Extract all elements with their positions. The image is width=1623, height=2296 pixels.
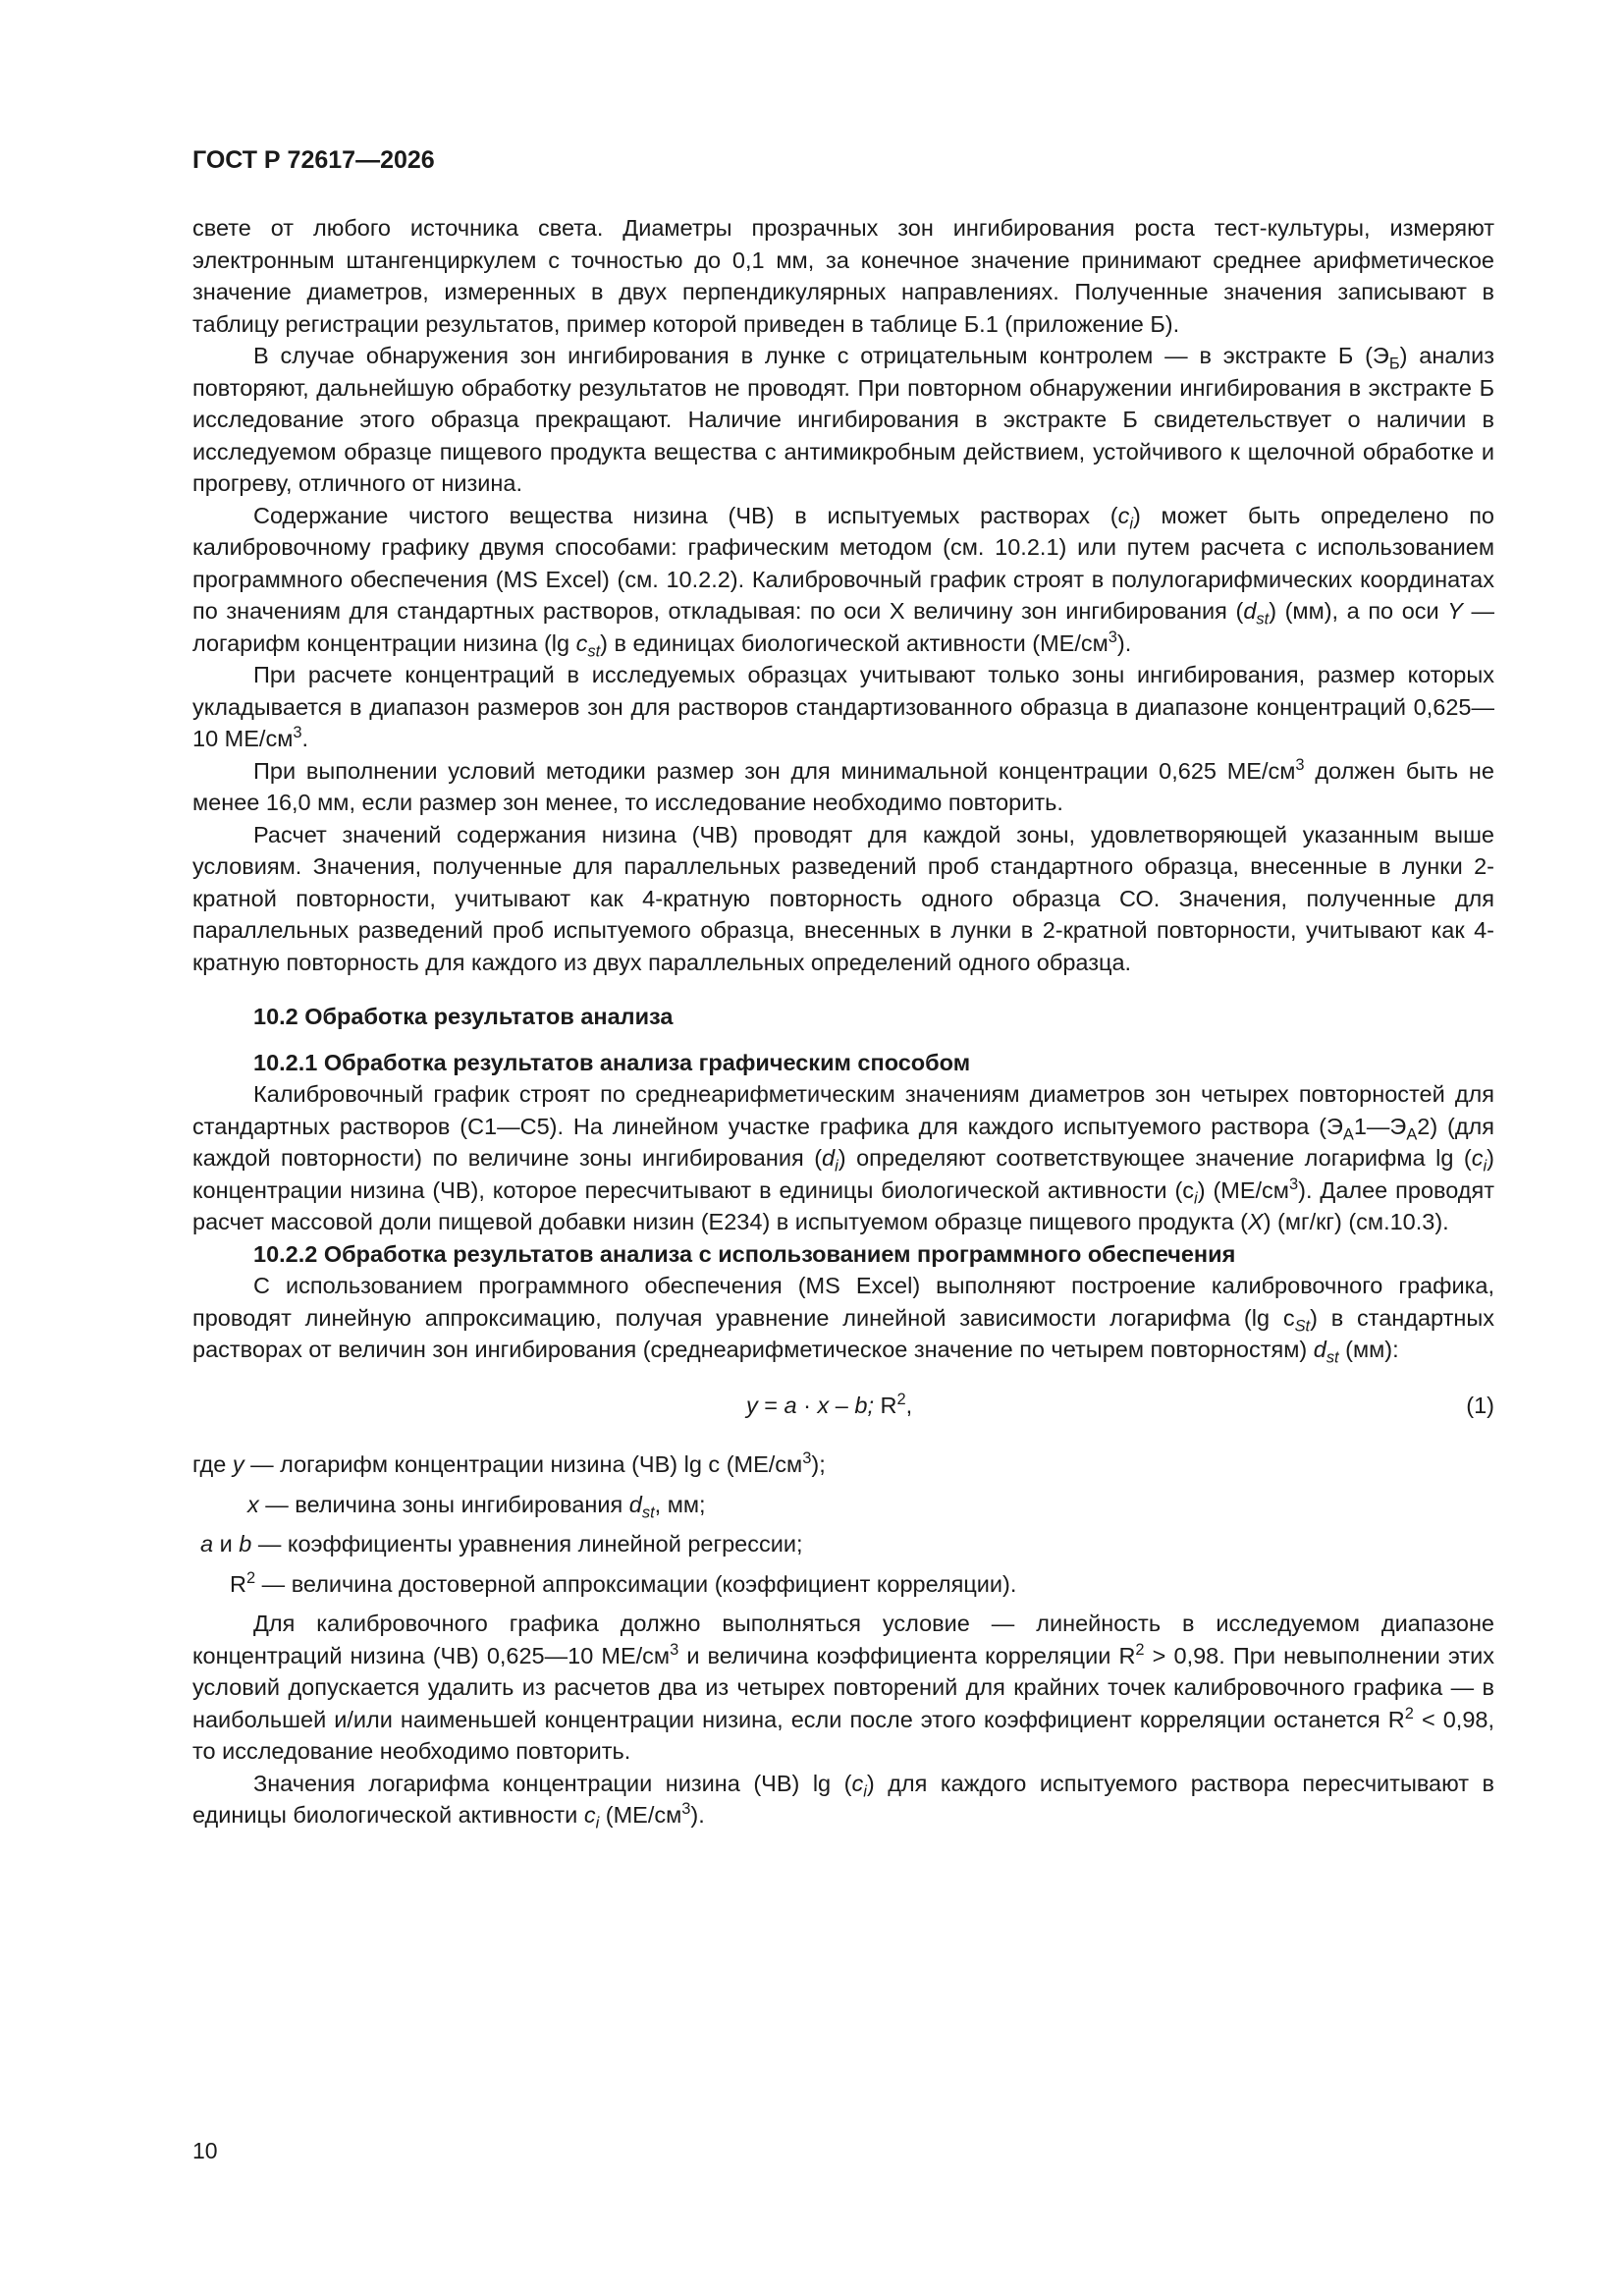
formula-1 [192,1390,1494,1422]
formula-legend [192,1449,1494,1600]
legend-a-b: a и b — коэффициенты уравнения линейной регрессии; [200,1531,803,1557]
page-number: 10 [192,2138,218,2163]
document-body [192,212,1494,1831]
formula-number: (1) [1466,1392,1494,1418]
legend-y: где y — логарифм концентрации низина (ЧВ) lg c $(МЕ/см^3)$; [192,1449,826,1477]
paragraph-8: С использованием программного обеспечения (MS Excel) выполняют построение калибровочного графика, проводят линейную аппроксимацию, получая уравнение линейной зависимости логарифма (lg $c_{St}$) в стандартных растворах от величин зон ингибирования (среднеарифметическое значение по четырем повторностям) $d_{st}$ (мм): [192,1273,1494,1367]
document-page [192,145,1494,1831]
section-heading-10-2-1: 10.2.1 Обработка результатов анализа графическим способом [253,1049,971,1075]
paragraph-3: Содержание чистого вещества низина (ЧВ) в испытуемых растворах $(c_i)$ может быть определено по калибровочному графику двумя способами: графическим методом (см. 10.2.1) или путем расчета с использованием программного обеспечения (MS Excel) (см. 10.2.2). Калибровочный график строят в полулогарифмических координатах по значениям для стандартных растворов, откладывая: по оси X величину зон ингибирования $(d_{st})$ (мм), а по оси Y — логарифм концентрации низина (lg $c_{st}$) в единицах биологической активности $(МЕ/см^3)$. [192,502,1494,661]
legend-r2: $R^2$ — величина достоверной аппроксимации (коэффициент корреляции). [230,1568,1017,1597]
paragraph-7: Калибровочный график строят по среднеарифметическим значениям диаметров зон четырех повторностей для стандартных растворов (С1—С5). На линейном участке графика для каждого испытуемого раствора $(Э_А1—Э_А2)$ (для каждой повторности) по величине зоны ингибирования $(d_i)$ определяют соответствующее значение логарифма $\lg (c_i)$ концентрации низина (ЧВ), которое пересчитывают в единицы биологической активности $(c_i)$ $(МЕ/см^3)$. Далее проводят расчет массовой доли пищевой добавки низин (Е234) в испытуемом образце пищевого продукта (X) (мг/кг) (см.10.3). [192,1081,1494,1234]
section-heading-10-2: 10.2 Обработка результатов анализа [253,1004,674,1029]
paragraph-10: Значения логарифма концентрации низина (ЧВ) $\lg (c_i)$ для каждого испытуемого раствора пересчитывают в единицы биологической активности $c_i$ $(МЕ/см^3)$. [192,1770,1494,1832]
paragraph-4: При расчете концентраций в исследуемых образцах учитывают только зоны ингибирования, размер которых укладывается в диапазон размеров зон для растворов стандартизованного образца в диапазоне концентраций 0,625—10 $МЕ/см^3$. [192,662,1494,751]
section-heading-10-2-2: 10.2.2 Обработка результатов анализа с использованием программного обеспечения [253,1240,1236,1267]
paragraph-6: Расчет значений содержания низина (ЧВ) проводят для каждой зоны, удовлетворяющей указанным выше условиям. Значения, полученные для параллельных разведений проб стандартного образца, внесенные в лунки 2-кратной повторности, учитывают как 4-кратную повторность одного образца СО. Значения, полученные для параллельных разведений проб испытуемого образца, внесенных в лунки в 2-кратной повторности, учитывают как 4-кратную повторность для каждого из двух параллельных определений одного образца. [192,821,1494,975]
paragraph-2: В случае обнаружения зон ингибирования в лунке с отрицательным контролем — в экстракте Б $(Э_Б)$ анализ повторяют, дальнейшую обработку результатов не проводят. При повторном обнаружении ингибирования в экстракте Б исследование этого образца прекращают. Наличие ингибирования в экстракте Б свидетельствует о наличии в исследуемом образце пищевого продукта вещества с антимикробным действием, устойчивого к щелочной обработке и прогреву, отличного от низина. [192,343,1494,496]
paragraph-1: свете от любого источника света. Диаметры прозрачных зон ингибирования роста тест-культуры, измеряют электронным штангенциркулем с точностью до 0,1 мм, за конечное значение принимают среднее арифметическое значение диаметров, измеренных в двух перпендикулярных направлениях. Полученные значения записывают в таблицу регистрации результатов, пример которой приведен в таблице Б.1 (приложение Б). [192,215,1494,337]
paragraph-5: При выполнении условий методики размер зон для минимальной концентрации 0,625 $МЕ/см^3$ должен быть не менее 16,0 мм, если размер зон менее, то исследование необходимо повторить. [192,755,1494,815]
paragraph-9: Для калибровочного графика должно выполняться условие — линейность в исследуемом диапазоне концентраций низина (ЧВ) 0,625—10 $МЕ/см^3$ и величина коэффициента корреляции $R^2 > 0,98$. При невыполнении этих условий допускается удалить из расчетов два из четырех повторений для крайних точек калибровочного графика — в наибольшей и/или наименьшей концентрации низина, если после этого коэффициент корреляции останется $R^2 < 0,98$, то исследование необходимо повторить. [192,1611,1494,1764]
legend-x: x — величина зоны ингибирования $d_{st}$, мм; [247,1491,706,1522]
formula-expression: y = a · x – b; $R^2$, [746,1390,913,1418]
document-header: ГОСТ Р 72617—2026 [192,146,435,174]
